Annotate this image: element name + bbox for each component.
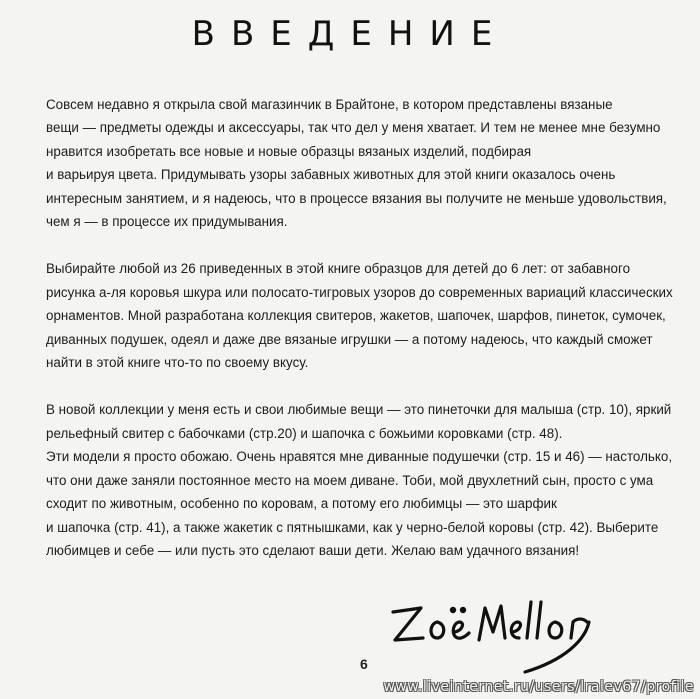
text-line: диванных подушек, одеял и даже две вязаные игрушки — а потому надеюсь, что каждый сможет xyxy=(46,331,653,347)
text-line: интересным занятием, и я надеюсь, что в процессе вязания вы получите не меньше удовольствия, xyxy=(46,190,667,206)
text-line: что они даже заняли постоянное место на моем диване. Тоби, мой двухлетний сын, просто с ума xyxy=(46,472,654,488)
text-line: Эти модели я просто обожаю. Очень нравятся мне диванные подушечки (стр. 15 и 46) — настолько, xyxy=(46,449,673,465)
text-line: нравится изобретать все новые и новые образцы вязаных изделий, подбирая xyxy=(46,143,532,159)
paragraph-1 xyxy=(46,93,676,233)
text-line: чем я — в процессе их придумывания. xyxy=(46,214,288,230)
text-line: вещи — предметы одежды и аксессуары, так что дел у меня хватает. И тем не менее мне безумно xyxy=(46,120,661,136)
paragraph-2 xyxy=(46,257,676,374)
text-line: рельефный свитер с бабочками (стр.20) и шапочка с божьими коровками (стр. 48). xyxy=(46,425,563,441)
author-signature xyxy=(375,588,605,678)
watermark: www.liveinternet.ru/users/lralev67/profile xyxy=(383,679,694,695)
page-title: ВВЕДЕНИЕ xyxy=(191,14,509,54)
page-number: 6 xyxy=(360,656,368,672)
text-line: любимцев и себе — или пусть это сделают ваши дети. Желаю вам удачного вязания! xyxy=(46,542,580,558)
text-line: сходит по животным, особенно по коровам, а потому его любимцы — это шарфик xyxy=(46,496,557,512)
paragraph-3 xyxy=(46,398,676,562)
text-line: и варьируя цвета. Придумывать узоры забавных животных для этой книги оказалось очень xyxy=(46,167,616,183)
text-line: найти в этой книге что-то по своему вкусу. xyxy=(46,355,309,371)
intro-text xyxy=(46,93,676,562)
text-line: орнаментов. Мной разработана коллекция свитеров, жакетов, шапочек, шарфов, пинеток, сумочек, xyxy=(46,308,666,324)
text-line: Совсем недавно я открыла свой магазинчик в Брайтоне, в котором представлены вязаные xyxy=(46,97,613,112)
text-line: рисунка а-ля коровья шкура или полосато-тигровых узоров до современных вариаций классических xyxy=(46,284,673,300)
text-line: В новой коллекции у меня есть и свои любимые вещи — это пинеточки для малыша (стр. 10), яркий xyxy=(46,402,672,418)
text-line: и шапочка (стр. 41), а также жакетик с пятнышками, как у черно-белой коровы (стр. 42). Выберите xyxy=(46,519,659,535)
text-line: Выбирайте любой из 26 приведенных в этой книге образцов для детей до 6 лет: от забавного xyxy=(46,261,631,277)
